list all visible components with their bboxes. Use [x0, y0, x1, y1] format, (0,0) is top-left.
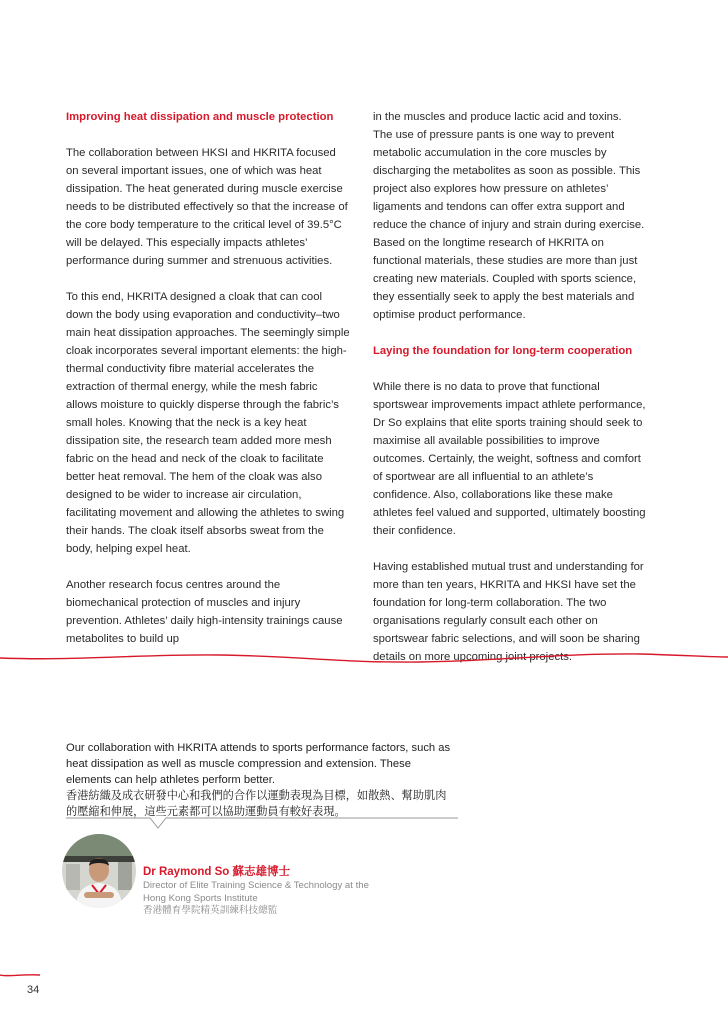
person-title-chinese: 香港體育學院精英訓練科技總監 — [143, 905, 278, 917]
speech-bubble-line — [66, 808, 458, 832]
person-name: Dr Raymond So 蘇志雄博士 — [143, 866, 290, 878]
page-number-mark — [0, 972, 40, 978]
body-paragraph: in the muscles and produce lactic acid and toxins. — [373, 111, 622, 123]
body-paragraph: While there is no data to prove that functional sportswear improvements impact athlete performance, Dr So explains that elite sports training should seek to maximise all available possibilities to improve outcomes. Certainly, the weight, softness and comfort of sportwear are all influential to an athlete’s confidence. Also, collaborations like these make athletes feel valued and supported, ultimately boosting their confidence. — [373, 381, 646, 537]
body-paragraph: The collaboration between HKSI and HKRITA focused on several important issues, one of which was heat dissipation. The heat generated during muscle exercise needs to be distributed effectively so that the increase of the core body temperature to the critical level of 39.5°C will be delayed. This especially impacts athletes’ performance during summer and strenuous activities. — [66, 147, 348, 267]
portrait-photo — [62, 834, 136, 908]
quote-english: Our collaboration with HKRITA attends to sports performance factors, such as heat dissipation as well as muscle compression and extension. These elements can help athletes perform better. — [66, 742, 451, 786]
person-caption — [143, 864, 463, 918]
body-paragraph: The use of pressure pants is one way to prevent metabolic accumulation in the core muscles by discharging the metabolites as soon as possible. This project also explores how pressure on athletes’ ligaments and tendons can offer extra support and reduce the chance of injury and strain during exercise. Based on the longtime research of HKRITA on functional materials, these studies are more than just creating new materials. Coupled with sports science, they essentially seek to apply the best materials and optimise product performance. — [373, 129, 645, 321]
section-heading-cooperation: Laying the foundation for long-term cooperation — [373, 345, 633, 357]
avatar — [62, 834, 136, 908]
section-heading-heat-dissipation: Improving heat dissipation and muscle protection — [66, 111, 334, 123]
decorative-wave-divider — [0, 645, 728, 669]
body-paragraph: Another research focus centres around the biomechanical protection of muscles and injury prevention. Athletes’ daily high-intensity trainings cause metabolites to build up — [66, 579, 343, 645]
quote-chinese: 香港紡織及成衣研發中心和我們的合作以運動表現為目標，如散熱、幫助肌肉的壓縮和伸展，這些元素都可以協助運動員有較好表現。 — [66, 790, 447, 818]
left-column — [66, 108, 351, 648]
body-paragraph: Having established mutual trust and understanding for more than ten years, HKRITA and HKSI have set the foundation for long-term collaboration. The two organisations regularly consult each other on sportswear fabric selections, and will soon be sharing details on more upcoming joint projects. — [373, 561, 644, 663]
person-title-line1: Director of Elite Training Science & Technology at the — [143, 880, 369, 891]
person-title-line2: Hong Kong Sports Institute — [143, 892, 258, 904]
body-paragraph: To this end, HKRITA designed a cloak that can cool down the body using evaporation and conductivity–two main heat dissipation approaches. The seemingly simple cloak incorporates several important elements: the high-thermal conductivity fibre material accelerates the extraction of thermal energy, while the mesh fabric allows moisture to quickly disperse through the fabric’s small holes. Knowing that the neck is a key heat dissipation site, the research team added more mesh fabric on the head and neck of the cloak to facilitate better heat removal. The hem of the cloak was also designed to be wider to increase air circulation, facilitating movement and allowing the athletes to swing their hands. The cloak itself absorbs sweat from the body, helping expel heat. — [66, 291, 350, 555]
page-number: 34 — [27, 984, 40, 996]
right-column — [373, 108, 653, 666]
